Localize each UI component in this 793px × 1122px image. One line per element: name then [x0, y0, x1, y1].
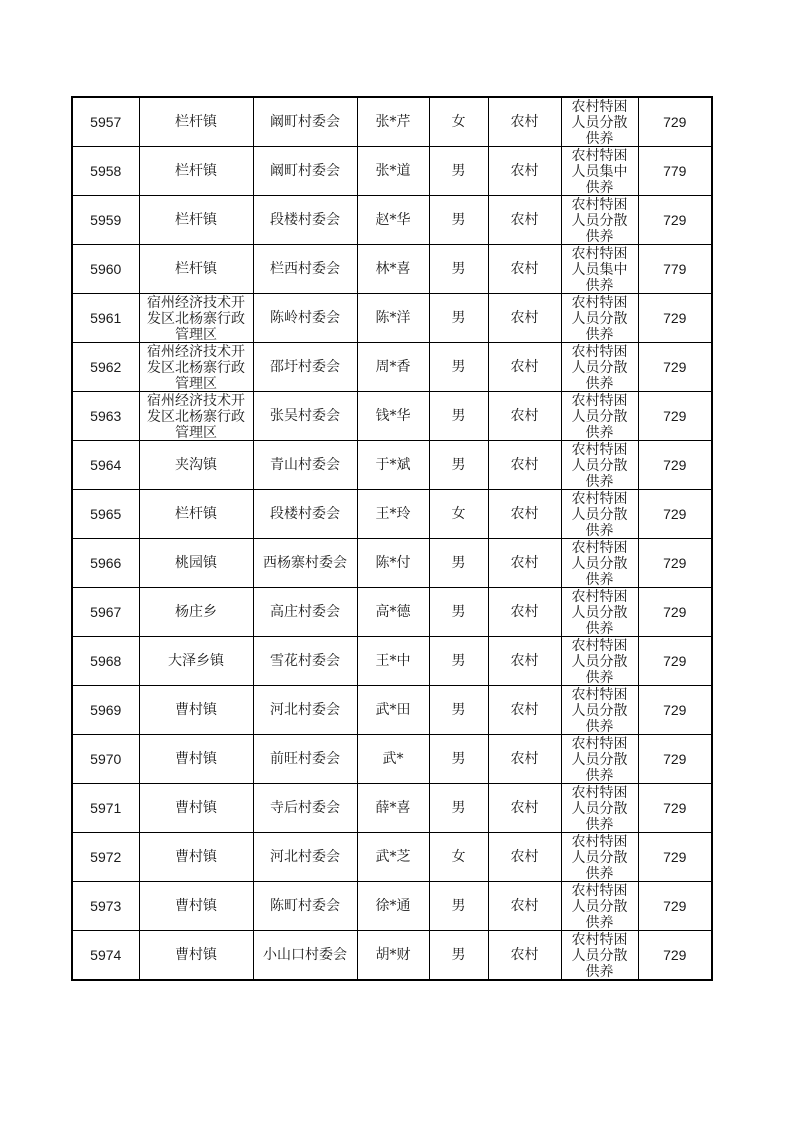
amount-cell: 729 [638, 637, 712, 686]
person-name-cell: 陈*付 [357, 539, 429, 588]
amount-cell: 729 [638, 686, 712, 735]
gender-cell: 男 [429, 784, 488, 833]
town-cell: 栏杆镇 [139, 97, 253, 147]
village-committee-cell: 雪花村委会 [253, 637, 357, 686]
village-committee-cell: 陈岭村委会 [253, 294, 357, 343]
area-type-cell: 农村 [488, 294, 561, 343]
support-category-cell-text: 农村特困人员分散供养 [571, 99, 628, 146]
village-committee-cell: 寺后村委会 [253, 784, 357, 833]
amount-cell: 729 [638, 392, 712, 441]
town-cell: 曹村镇 [139, 931, 253, 981]
support-category-cell-text: 农村特困人员分散供养 [571, 883, 628, 930]
support-category-cell [561, 588, 638, 637]
support-category-cell-text: 农村特困人员分散供养 [571, 785, 628, 832]
person-name-cell: 张*道 [357, 147, 429, 196]
amount-cell: 729 [638, 588, 712, 637]
serial-number-cell: 5970 [72, 735, 139, 784]
person-name-cell: 高*德 [357, 588, 429, 637]
person-name-cell: 王*中 [357, 637, 429, 686]
village-committee-cell: 阚町村委会 [253, 147, 357, 196]
person-name-cell: 钱*华 [357, 392, 429, 441]
person-name-cell: 武*田 [357, 686, 429, 735]
roster-table [71, 96, 713, 981]
table-row [72, 490, 712, 539]
support-category-cell-text: 农村特困人员分散供养 [571, 197, 628, 244]
support-category-cell-text: 农村特困人员分散供养 [571, 344, 628, 391]
town-cell: 曹村镇 [139, 833, 253, 882]
area-type-cell: 农村 [488, 882, 561, 931]
serial-number-cell: 5961 [72, 294, 139, 343]
area-type-cell: 农村 [488, 245, 561, 294]
town-cell: 杨庄乡 [139, 588, 253, 637]
person-name-cell: 王*玲 [357, 490, 429, 539]
town-cell: 夹沟镇 [139, 441, 253, 490]
support-category-cell [561, 441, 638, 490]
support-category-cell [561, 637, 638, 686]
table-row [72, 392, 712, 441]
support-category-cell [561, 539, 638, 588]
gender-cell: 女 [429, 97, 488, 147]
amount-cell: 779 [638, 147, 712, 196]
roster-body [72, 97, 712, 980]
town-cell: 曹村镇 [139, 735, 253, 784]
support-category-cell [561, 686, 638, 735]
table-row [72, 686, 712, 735]
serial-number-cell: 5959 [72, 196, 139, 245]
village-committee-cell: 陈町村委会 [253, 882, 357, 931]
support-category-cell-text: 农村特困人员分散供养 [571, 442, 628, 489]
serial-number-cell: 5964 [72, 441, 139, 490]
amount-cell: 729 [638, 196, 712, 245]
support-category-cell-text: 农村特困人员分散供养 [571, 491, 628, 538]
village-committee-cell: 河北村委会 [253, 833, 357, 882]
table-row [72, 833, 712, 882]
support-category-cell-text: 农村特困人员分散供养 [571, 736, 628, 783]
support-category-cell [561, 735, 638, 784]
gender-cell: 男 [429, 294, 488, 343]
area-type-cell: 农村 [488, 97, 561, 147]
town-cell: 大泽乡镇 [139, 637, 253, 686]
serial-number-cell: 5969 [72, 686, 139, 735]
area-type-cell: 农村 [488, 539, 561, 588]
support-category-cell-text: 农村特困人员分散供养 [571, 393, 628, 440]
person-name-cell: 薛*喜 [357, 784, 429, 833]
serial-number-cell: 5958 [72, 147, 139, 196]
support-category-cell [561, 882, 638, 931]
support-category-cell-text: 农村特困人员集中供养 [571, 148, 628, 195]
serial-number-cell: 5960 [72, 245, 139, 294]
area-type-cell: 农村 [488, 588, 561, 637]
serial-number-cell: 5973 [72, 882, 139, 931]
amount-cell: 779 [638, 245, 712, 294]
support-category-cell [561, 784, 638, 833]
town-cell: 栏杆镇 [139, 196, 253, 245]
support-category-cell-text: 农村特困人员分散供养 [571, 638, 628, 685]
support-category-cell-text: 农村特困人员分散供养 [571, 540, 628, 587]
support-category-cell [561, 343, 638, 392]
support-category-cell-text: 农村特困人员分散供养 [571, 687, 628, 734]
town-cell: 栏杆镇 [139, 490, 253, 539]
table-row [72, 637, 712, 686]
area-type-cell: 农村 [488, 931, 561, 981]
table-row [72, 97, 712, 147]
area-type-cell: 农村 [488, 735, 561, 784]
table-row [72, 147, 712, 196]
table-row [72, 784, 712, 833]
table-row [72, 588, 712, 637]
gender-cell: 男 [429, 245, 488, 294]
gender-cell: 男 [429, 882, 488, 931]
support-category-cell [561, 833, 638, 882]
support-category-cell [561, 97, 638, 147]
gender-cell: 男 [429, 343, 488, 392]
serial-number-cell: 5963 [72, 392, 139, 441]
village-committee-cell: 栏西村委会 [253, 245, 357, 294]
village-committee-cell: 青山村委会 [253, 441, 357, 490]
amount-cell: 729 [638, 441, 712, 490]
village-committee-cell: 高庄村委会 [253, 588, 357, 637]
person-name-cell: 武* [357, 735, 429, 784]
area-type-cell: 农村 [488, 343, 561, 392]
gender-cell: 男 [429, 735, 488, 784]
gender-cell: 女 [429, 490, 488, 539]
support-category-cell-text: 农村特困人员集中供养 [571, 246, 628, 293]
table-row [72, 735, 712, 784]
area-type-cell: 农村 [488, 441, 561, 490]
person-name-cell: 林*喜 [357, 245, 429, 294]
support-category-cell-text: 农村特困人员分散供养 [571, 834, 628, 881]
person-name-cell: 赵*华 [357, 196, 429, 245]
village-committee-cell: 段楼村委会 [253, 490, 357, 539]
gender-cell: 男 [429, 637, 488, 686]
person-name-cell: 周*香 [357, 343, 429, 392]
village-committee-cell: 张吴村委会 [253, 392, 357, 441]
amount-cell: 729 [638, 343, 712, 392]
village-committee-cell: 河北村委会 [253, 686, 357, 735]
person-name-cell: 胡*财 [357, 931, 429, 981]
town-cell: 曹村镇 [139, 882, 253, 931]
person-name-cell: 于*斌 [357, 441, 429, 490]
area-type-cell: 农村 [488, 686, 561, 735]
gender-cell: 男 [429, 196, 488, 245]
support-category-cell-text: 农村特困人员分散供养 [571, 295, 628, 342]
serial-number-cell: 5962 [72, 343, 139, 392]
village-committee-cell: 阚町村委会 [253, 97, 357, 147]
town-cell [139, 294, 253, 343]
amount-cell: 729 [638, 294, 712, 343]
area-type-cell: 农村 [488, 392, 561, 441]
support-category-cell [561, 392, 638, 441]
village-committee-cell: 前旺村委会 [253, 735, 357, 784]
serial-number-cell: 5966 [72, 539, 139, 588]
serial-number-cell: 5957 [72, 97, 139, 147]
table-row [72, 245, 712, 294]
support-category-cell [561, 245, 638, 294]
town-cell-text: 宿州经济技术开发区北杨寨行政管理区 [147, 393, 245, 440]
area-type-cell: 农村 [488, 637, 561, 686]
village-committee-cell: 西杨寨村委会 [253, 539, 357, 588]
town-cell: 栏杆镇 [139, 147, 253, 196]
town-cell [139, 392, 253, 441]
gender-cell: 女 [429, 833, 488, 882]
amount-cell: 729 [638, 931, 712, 981]
amount-cell: 729 [638, 784, 712, 833]
amount-cell: 729 [638, 490, 712, 539]
table-row [72, 196, 712, 245]
support-category-cell-text: 农村特困人员分散供养 [571, 932, 628, 979]
town-cell: 栏杆镇 [139, 245, 253, 294]
town-cell-text: 宿州经济技术开发区北杨寨行政管理区 [147, 344, 245, 391]
area-type-cell: 农村 [488, 784, 561, 833]
person-name-cell: 武*芝 [357, 833, 429, 882]
gender-cell: 男 [429, 588, 488, 637]
support-category-cell [561, 490, 638, 539]
gender-cell: 男 [429, 686, 488, 735]
area-type-cell: 农村 [488, 147, 561, 196]
support-category-cell-text: 农村特困人员分散供养 [571, 589, 628, 636]
village-committee-cell: 段楼村委会 [253, 196, 357, 245]
amount-cell: 729 [638, 833, 712, 882]
village-committee-cell: 小山口村委会 [253, 931, 357, 981]
town-cell: 曹村镇 [139, 784, 253, 833]
area-type-cell: 农村 [488, 833, 561, 882]
gender-cell: 男 [429, 147, 488, 196]
serial-number-cell: 5968 [72, 637, 139, 686]
gender-cell: 男 [429, 539, 488, 588]
table-row [72, 294, 712, 343]
table-row [72, 882, 712, 931]
village-committee-cell: 邵圩村委会 [253, 343, 357, 392]
table-row [72, 931, 712, 981]
person-name-cell: 张*芹 [357, 97, 429, 147]
amount-cell: 729 [638, 882, 712, 931]
serial-number-cell: 5974 [72, 931, 139, 981]
amount-cell: 729 [638, 735, 712, 784]
support-category-cell [561, 196, 638, 245]
gender-cell: 男 [429, 392, 488, 441]
gender-cell: 男 [429, 441, 488, 490]
amount-cell: 729 [638, 539, 712, 588]
table-row [72, 441, 712, 490]
serial-number-cell: 5972 [72, 833, 139, 882]
amount-cell: 729 [638, 97, 712, 147]
serial-number-cell: 5971 [72, 784, 139, 833]
area-type-cell: 农村 [488, 490, 561, 539]
gender-cell: 男 [429, 931, 488, 981]
support-category-cell [561, 147, 638, 196]
support-category-cell [561, 931, 638, 981]
town-cell-text: 宿州经济技术开发区北杨寨行政管理区 [147, 295, 245, 342]
town-cell: 曹村镇 [139, 686, 253, 735]
person-name-cell: 陈*洋 [357, 294, 429, 343]
person-name-cell: 徐*通 [357, 882, 429, 931]
serial-number-cell: 5967 [72, 588, 139, 637]
town-cell: 桃园镇 [139, 539, 253, 588]
town-cell [139, 343, 253, 392]
serial-number-cell: 5965 [72, 490, 139, 539]
table-row [72, 539, 712, 588]
support-category-cell [561, 294, 638, 343]
area-type-cell: 农村 [488, 196, 561, 245]
table-row [72, 343, 712, 392]
